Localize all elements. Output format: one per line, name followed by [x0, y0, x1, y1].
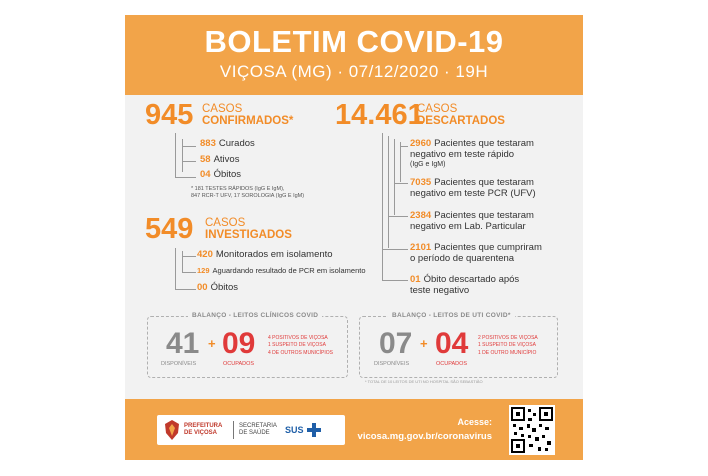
- discarded-item-obito: [410, 275, 519, 297]
- icu-occupied-detail: [478, 335, 538, 357]
- item-number: 420: [197, 249, 213, 260]
- item-number: 04: [200, 169, 211, 180]
- confirmed-label: [202, 103, 293, 127]
- bulletin-title: BOLETIM COVID-19: [204, 24, 504, 59]
- tree-branch: [400, 146, 408, 147]
- item-number: 2384: [410, 210, 432, 221]
- investigated-item-aguardando: [197, 267, 366, 276]
- logo-text-line: PREFEITURA: [184, 423, 223, 429]
- detail-line: 2 POSITIVOS DE VIÇOSA: [478, 335, 538, 341]
- discarded-label-line2: DESCARTADOS: [417, 115, 505, 128]
- clinical-beds-box: [147, 312, 348, 378]
- detail-line: 1 SUSPEITO DE VIÇOSA: [268, 342, 326, 349]
- icu-beds-title: BALANÇO - LEITOS DE UTI COVID*: [388, 312, 515, 319]
- logo-divider: [233, 421, 234, 439]
- confirmed-item-obitos: [200, 170, 241, 181]
- item-line2: o período de quarentena: [410, 252, 515, 264]
- clinical-occupied-count: 09: [222, 327, 256, 360]
- discarded-tree-line-4: [400, 142, 401, 182]
- clinical-occupied-label: OCUPADOS: [223, 361, 255, 367]
- discarded-tree-line: [382, 133, 383, 281]
- confirmed-label-line2: CONFIRMADOS*: [202, 115, 294, 128]
- secretaria-logo-text: [239, 423, 277, 437]
- tree-branch: [175, 177, 196, 178]
- header-banner: [125, 15, 583, 95]
- detail-line: 1 DE OUTRO MUNICÍPIO: [478, 349, 537, 356]
- logo-text-line: DE SAÚDE: [239, 430, 270, 437]
- confirmed-count: 945: [145, 99, 194, 131]
- item-number: 2101: [410, 242, 432, 253]
- clinical-available-label: DISPONÍVEIS: [161, 361, 197, 367]
- tree-branch: [182, 146, 196, 147]
- item-number: 129: [197, 266, 210, 275]
- item-line1: Pacientes que testaram: [434, 138, 534, 149]
- tree-branch: [175, 289, 196, 290]
- tree-branch: [382, 280, 408, 281]
- confirmed-tree-line-2: [182, 139, 183, 172]
- discarded-tree-line-2: [388, 136, 389, 248]
- discarded-count: 14.461: [335, 99, 424, 131]
- item-number: 2960: [410, 138, 432, 149]
- confirmed-tree-line: [175, 133, 176, 178]
- clinical-beds-title: BALANÇO - LEITOS CLÍNICOS COVID: [188, 312, 322, 319]
- item-number: 01: [410, 274, 421, 285]
- sus-cross-icon: [307, 423, 321, 437]
- investigated-label-line2: INVESTIGADOS: [205, 229, 292, 242]
- logo-text-line: SECRETARIA: [239, 423, 277, 429]
- tree-branch: [382, 249, 408, 250]
- item-line1: Óbito descartado após: [423, 274, 520, 285]
- item-line3: (IgG e IgM): [410, 160, 446, 168]
- confirmed-item-curados: [200, 139, 255, 150]
- logo-text-line: DE VIÇOSA: [184, 430, 218, 437]
- access-box: [357, 415, 492, 445]
- item-number: 00: [197, 282, 208, 293]
- item-line2: negativo em teste PCR (UFV): [410, 187, 536, 199]
- item-text: Ativos: [213, 154, 240, 165]
- item-text: Aguardando resultado de PCR em isolamento: [212, 266, 366, 275]
- prefeitura-logo-text: [184, 423, 222, 437]
- discarded-tree-line-3: [394, 139, 395, 215]
- detail-line: 1 SUSPEITO DE VIÇOSA: [478, 342, 536, 349]
- tree-branch: [182, 161, 196, 162]
- confirmed-label-line1: CASOS: [202, 103, 243, 115]
- confirmed-item-ativos: [200, 155, 239, 166]
- qr-code-icon: [509, 405, 555, 455]
- tree-branch: [182, 256, 196, 257]
- item-text: Monitorados em isolamento: [215, 249, 333, 260]
- item-line1: Pacientes que testaram: [434, 210, 534, 221]
- investigated-item-monitorados: [197, 250, 333, 261]
- footnote-line2: 847 RCR-T UFV, 17 SOROLOGIA (IgG E IgM): [191, 193, 305, 200]
- icu-available-label: DISPONÍVEIS: [374, 361, 410, 367]
- item-line2: teste negativo: [410, 284, 470, 296]
- item-line1: Pacientes que cumpriram: [434, 242, 542, 253]
- clinical-occupied-detail: [268, 335, 333, 357]
- item-text: Curados: [218, 138, 255, 149]
- discarded-item-lab: [410, 211, 534, 233]
- clinical-available-count: 41: [166, 327, 200, 360]
- tree-branch: [388, 216, 408, 217]
- investigated-tree-line: [175, 248, 176, 290]
- discarded-label-line1: CASOS: [417, 103, 458, 115]
- tree-branch: [394, 183, 408, 184]
- item-number: 7035: [410, 177, 432, 188]
- item-number: 883: [200, 138, 216, 149]
- item-line2: negativo em Lab. Particular: [410, 220, 526, 232]
- icu-footnote: * TOTAL DE 10 LEITOS DE UTI NO HOSPITAL SÃO SEBASTIÃO: [365, 379, 483, 384]
- footer-banner: [125, 399, 583, 460]
- prefeitura-crest-icon: [163, 419, 181, 441]
- icu-occupied-count: 04: [435, 327, 469, 360]
- item-text: Óbitos: [210, 282, 239, 293]
- discarded-item-quarentena: [410, 243, 542, 265]
- bulletin-card: [125, 15, 583, 460]
- investigated-count: 549: [145, 213, 194, 245]
- tree-branch: [182, 272, 196, 273]
- discarded-item-rapido: [410, 139, 534, 169]
- detail-line: 4 DE OUTROS MUNICÍPIOS: [268, 349, 334, 356]
- item-line1: Pacientes que testaram: [434, 177, 534, 188]
- plus-sign: +: [420, 336, 428, 351]
- discarded-label: [417, 103, 505, 127]
- qr-code[interactable]: [509, 405, 555, 455]
- bulletin-subtitle: VIÇOSA (MG) · 07/12/2020 · 19H: [219, 62, 489, 81]
- detail-line: 4 POSITIVOS DE VIÇOSA: [268, 335, 328, 341]
- logos-strip: [157, 415, 345, 445]
- website-link[interactable]: vicosa.mg.gov.br/coronavirus: [357, 431, 492, 442]
- icu-occupied-label: OCUPADOS: [436, 361, 468, 367]
- item-text: Óbitos: [213, 169, 242, 180]
- confirmed-footnote: [191, 186, 304, 200]
- discarded-item-pcr: [410, 178, 536, 200]
- icu-beds-box: [359, 312, 558, 378]
- icu-available-count: 07: [379, 327, 413, 360]
- access-label: Acesse:: [457, 417, 492, 427]
- item-line2: negativo em teste rápido: [410, 148, 515, 160]
- plus-sign: +: [208, 336, 216, 351]
- investigated-label: [205, 217, 292, 241]
- sus-logo-text: SUS: [285, 425, 304, 435]
- investigated-label-line1: CASOS: [205, 217, 246, 229]
- item-number: 58: [200, 154, 211, 165]
- footnote-line1: * 181 TESTES RÁPIDOS (IgG E IgM),: [191, 186, 285, 192]
- investigated-item-obitos: [197, 283, 238, 294]
- investigated-tree-line-2: [182, 251, 183, 273]
